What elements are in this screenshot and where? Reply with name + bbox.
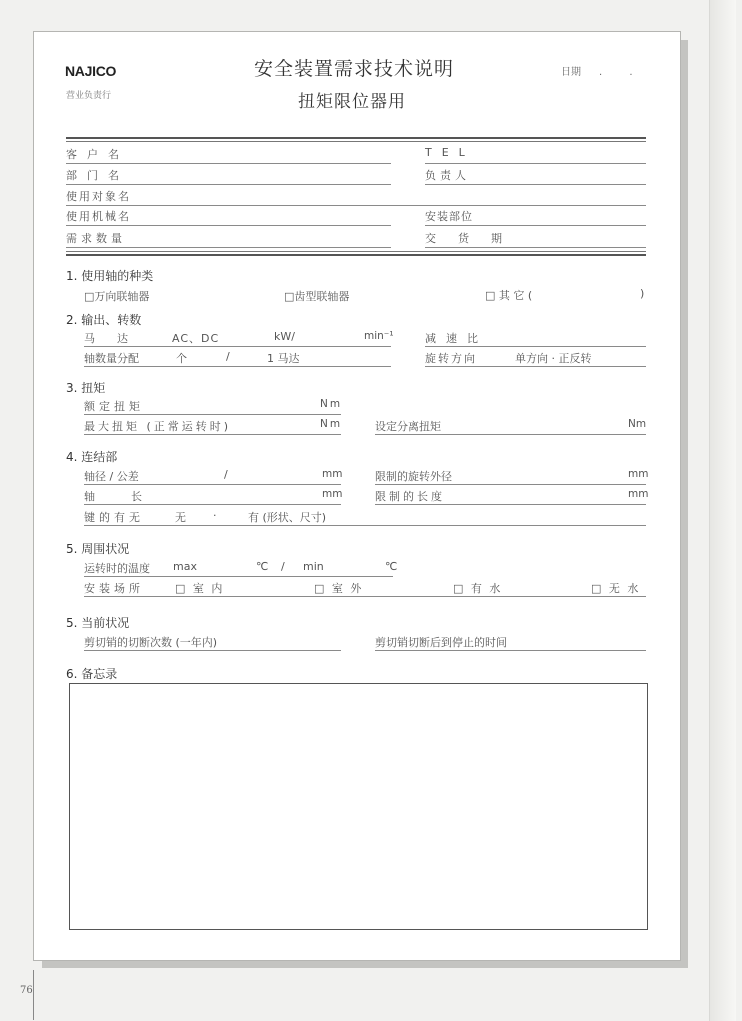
max-torque-label: 最大扭矩 (正常运转时): [84, 420, 232, 433]
section-5-current-title: 5. 当前状况: [66, 616, 130, 630]
direction-label: 旋转方向: [425, 352, 477, 365]
lim-len-label: 限制的长度: [375, 490, 445, 503]
motor-label: 马达: [84, 332, 150, 345]
water-no-option[interactable]: □ 无 水: [591, 582, 641, 595]
tel-label: TEL: [425, 146, 475, 159]
alloc-slash: /: [226, 350, 230, 363]
shaft-dia-label: 轴径 / 公差: [84, 470, 139, 483]
direction-field[interactable]: [425, 366, 646, 367]
direction-options[interactable]: 单方向 · 正反转: [515, 352, 592, 365]
cut-count-field[interactable]: [84, 650, 341, 651]
form-title: 安全装置需求技术说明: [254, 58, 455, 80]
form-subtitle: 扭矩限位器用: [298, 92, 406, 112]
date-field[interactable]: [561, 63, 645, 78]
temp-min-label: min: [303, 560, 324, 573]
rated-torque-unit: Nm: [320, 398, 343, 410]
separation-torque-field[interactable]: [375, 434, 646, 435]
shaft-len-unit: mm: [322, 488, 343, 500]
temp-max-label: max: [173, 560, 197, 573]
margin-line: [33, 970, 34, 1020]
motor-field[interactable]: [84, 346, 391, 347]
qty-label: 需求数量: [66, 232, 126, 245]
ratio-field[interactable]: [425, 346, 646, 347]
tel-field[interactable]: [425, 163, 646, 164]
date-label: 日期: [561, 67, 581, 78]
delivery-label: 交货期: [425, 232, 524, 245]
key-none-option[interactable]: 无: [175, 511, 186, 524]
temp-label: 运转时的温度: [84, 562, 150, 575]
key-field[interactable]: [84, 525, 646, 526]
date-dots: . .: [599, 67, 645, 78]
temp-slash: /: [281, 560, 285, 573]
key-dot: ·: [213, 509, 217, 522]
customer-rule-bottom-2: [66, 254, 646, 256]
rot-dia-unit: mm: [628, 468, 649, 480]
temp-field[interactable]: [84, 576, 393, 577]
key-label: 键的有无: [84, 511, 144, 524]
customer-field[interactable]: [66, 163, 391, 164]
shaft-dia-field[interactable]: [84, 484, 341, 485]
acdc-label: AC、DC: [172, 332, 220, 345]
section-1-title: 1. 使用轴的种类: [66, 269, 154, 283]
lim-len-unit: mm: [628, 488, 649, 500]
section-2-title: 2. 输出、转数: [66, 313, 142, 327]
shaft-len-label: 轴长: [84, 490, 178, 503]
mount-label: 安装部位: [425, 210, 473, 223]
section-3-title: 3. 扭矩: [66, 381, 106, 395]
shaft-len-field[interactable]: [84, 504, 341, 505]
option-universal-joint[interactable]: □万向联轴器: [84, 290, 150, 303]
alloc-unit-ge: 个: [176, 352, 187, 365]
rpm-unit: min⁻¹: [364, 330, 394, 342]
customer-label: 客户名: [66, 148, 129, 161]
separation-torque-unit: Nm: [628, 418, 647, 430]
max-torque-unit: Nm: [320, 418, 343, 430]
page-number: 76: [20, 985, 33, 996]
option-other-close: ): [640, 287, 645, 300]
form-sheet: [33, 31, 681, 961]
temp-max-unit: ℃: [256, 560, 269, 573]
book-page-edge: [709, 0, 736, 1021]
person-label: 负责人: [425, 169, 470, 182]
section-5-env-title: 5. 周围状况: [66, 542, 130, 556]
place-field[interactable]: [84, 596, 646, 597]
place-label: 安装场所: [84, 582, 144, 595]
department-field[interactable]: [66, 184, 391, 185]
cut-count-label: 剪切销的切断次数 (一年内): [84, 636, 218, 649]
rated-torque-field[interactable]: [84, 414, 341, 415]
place-outdoor-option[interactable]: □ 室 外: [314, 582, 364, 595]
header-rule-top-2: [66, 141, 646, 142]
logo-subtitle: 营业负责行: [66, 91, 112, 101]
rated-torque-label: 额定扭矩: [84, 400, 144, 413]
department-label: 部门名: [66, 169, 129, 182]
machine-label: 使用机械名: [66, 210, 131, 223]
section-6-title: 6. 备忘录: [66, 667, 118, 681]
separation-torque-label: 设定分离扭矩: [375, 420, 441, 433]
header-rule-top: [66, 137, 646, 139]
alloc-label: 轴数量分配: [84, 352, 139, 365]
memo-box[interactable]: [69, 683, 648, 930]
company-logo: NAJICO: [65, 63, 117, 79]
option-other[interactable]: □ 其 它 (: [485, 289, 533, 302]
max-torque-field[interactable]: [84, 434, 341, 435]
customer-rule-bottom: [66, 251, 646, 252]
shaft-dia-slash: /: [224, 468, 228, 481]
target-field[interactable]: [66, 205, 646, 206]
rot-dia-label: 限制的旋转外径: [375, 470, 452, 483]
option-gear-coupling[interactable]: □齿型联轴器: [284, 290, 350, 303]
temp-min-unit: ℃: [385, 560, 398, 573]
qty-field[interactable]: [66, 247, 391, 248]
delivery-field[interactable]: [425, 247, 646, 248]
person-field[interactable]: [425, 184, 646, 185]
key-has-option[interactable]: 有 (形状、尺寸): [248, 511, 327, 524]
alloc-field[interactable]: [84, 366, 391, 367]
stop-time-label: 剪切销切断后到停止的时间: [375, 636, 507, 649]
target-label: 使用对象名: [66, 190, 131, 203]
rot-dia-field[interactable]: [375, 484, 646, 485]
kw-unit: kW/: [274, 330, 295, 343]
ratio-label: 减速比: [425, 332, 488, 345]
alloc-per-motor: 1 马达: [267, 352, 300, 365]
section-4-title: 4. 连结部: [66, 450, 118, 464]
place-indoor-option[interactable]: □ 室 内: [175, 582, 225, 595]
stop-time-field[interactable]: [375, 650, 646, 651]
water-yes-option[interactable]: □ 有 水: [453, 582, 503, 595]
mount-field[interactable]: [425, 225, 646, 226]
shaft-dia-unit: mm: [322, 468, 343, 480]
lim-len-field[interactable]: [375, 504, 646, 505]
machine-field[interactable]: [66, 225, 391, 226]
